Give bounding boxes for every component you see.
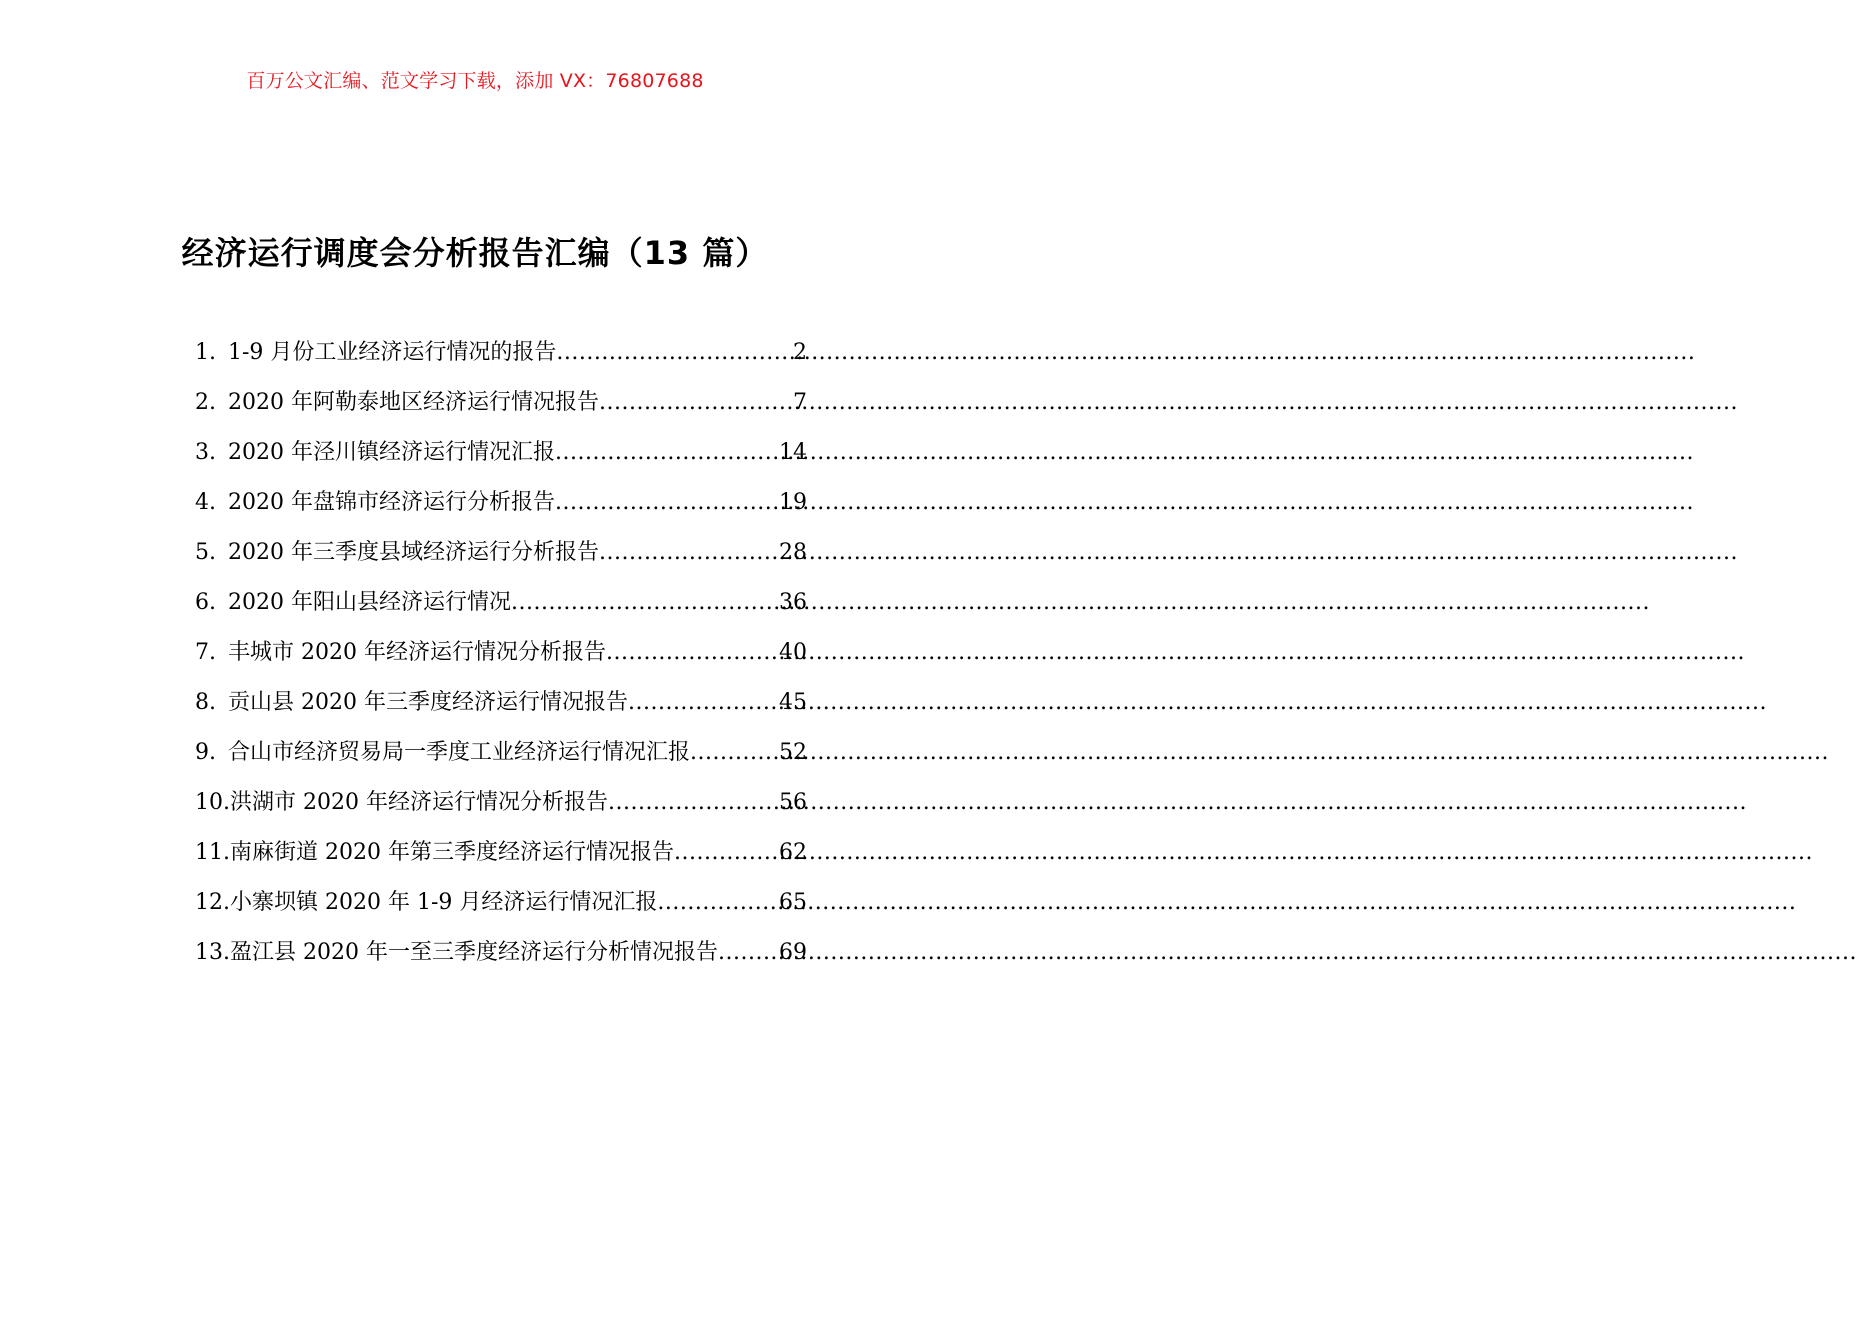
toc-entry[interactable] — [195, 386, 807, 436]
toc-entry-number: 6. — [195, 590, 216, 615]
toc-entry-number: 7. — [195, 640, 216, 665]
toc-dot-leader — [718, 936, 779, 970]
toc-entry[interactable] — [195, 886, 807, 936]
toc-entry-title: 小寨坝镇 2020 年 1-9 月经济运行情况汇报 — [230, 890, 658, 915]
toc-entry-title: 洪湖市 2020 年经济运行情况分析报告 — [230, 790, 608, 815]
toc-dot-leader — [555, 436, 779, 470]
toc-entry-title: 贡山县 2020 年三季度经济运行情况报告 — [228, 690, 628, 715]
toc-entry-page-number: 56 — [779, 790, 807, 815]
toc-entry[interactable] — [195, 586, 807, 636]
toc-entry[interactable] — [195, 686, 807, 736]
toc-entry-title: 合山市经济贸易局一季度工业经济运行情况汇报 — [228, 740, 691, 765]
toc-entry[interactable] — [195, 486, 807, 536]
toc-entry-number: 1. — [195, 340, 216, 365]
toc-dot-leader — [657, 886, 779, 920]
toc-entry-title: 丰城市 2020 年经济运行情况分析报告 — [228, 640, 606, 665]
toc-dot-leader — [599, 386, 793, 420]
toc-entry-number: 9. — [195, 740, 216, 765]
toc-entry-page-number: 28 — [779, 540, 807, 565]
toc-entry-page-number: 45 — [779, 690, 807, 715]
toc-entry[interactable] — [195, 336, 807, 386]
toc-entry-page-number: 36 — [779, 590, 807, 615]
toc-entry-number: 2. — [195, 390, 216, 415]
toc-entry-page-number: 65 — [779, 890, 807, 915]
toc-entry-number: 4. — [195, 490, 216, 515]
toc-dot-leader — [606, 636, 779, 670]
toc-dot-leader — [608, 786, 779, 820]
toc-entry-number: 8. — [195, 690, 216, 715]
toc-entry-title: 2020 年阿勒泰地区经济运行情况报告 — [228, 390, 599, 415]
toc-entry-page-number: 14 — [779, 440, 807, 465]
toc-entry-page-number: 40 — [779, 640, 807, 665]
document-title: 经济运行调度会分析报告汇编（13 篇） — [181, 234, 769, 272]
toc-entry-page-number: 19 — [779, 490, 807, 515]
toc-entry-page-number: 2 — [793, 340, 807, 365]
toc-dot-leader — [690, 736, 779, 770]
toc-entry-title: 2020 年三季度县域经济运行分析报告 — [228, 540, 599, 565]
toc-entry[interactable] — [195, 436, 807, 486]
toc-entry-page-number: 7 — [793, 390, 807, 415]
toc-entry-title: 2020 年泾川镇经济运行情况汇报 — [228, 440, 555, 465]
toc-dot-leader — [511, 586, 779, 620]
header-note: 百万公文汇编、范文学习下载，添加 VX：76807688 — [246, 70, 704, 92]
toc-entry-page-number: 69 — [779, 940, 807, 965]
toc-entry[interactable] — [195, 536, 807, 586]
toc-dot-leader — [556, 336, 793, 370]
toc-entry[interactable] — [195, 736, 807, 786]
toc-entry-number: 13. — [195, 940, 230, 965]
toc-entry-title: 盈江县 2020 年一至三季度经济运行分析情况报告 — [230, 940, 718, 965]
toc-dot-leader — [628, 686, 779, 720]
toc-dot-leader — [555, 486, 779, 520]
toc-entry-title: 2020 年阳山县经济运行情况 — [228, 590, 511, 615]
table-of-contents — [195, 336, 807, 986]
toc-entry-number: 12. — [195, 890, 230, 915]
toc-entry-page-number: 62 — [779, 840, 807, 865]
toc-entry-number: 5. — [195, 540, 216, 565]
toc-dot-leader — [599, 536, 779, 570]
toc-entry-number: 3. — [195, 440, 216, 465]
toc-entry-number: 11. — [195, 840, 230, 865]
toc-entry-number: 10. — [195, 790, 230, 815]
toc-entry[interactable] — [195, 936, 807, 986]
toc-entry[interactable] — [195, 836, 807, 886]
toc-entry-title: 2020 年盘锦市经济运行分析报告 — [228, 490, 555, 515]
toc-entry-title: 南麻街道 2020 年第三季度经济运行情况报告 — [230, 840, 674, 865]
toc-dot-leader — [674, 836, 779, 870]
toc-entry[interactable] — [195, 636, 807, 686]
toc-entry-page-number: 52 — [779, 740, 807, 765]
toc-entry-title: 1-9 月份工业经济运行情况的报告 — [228, 340, 557, 365]
toc-entry[interactable] — [195, 786, 807, 836]
